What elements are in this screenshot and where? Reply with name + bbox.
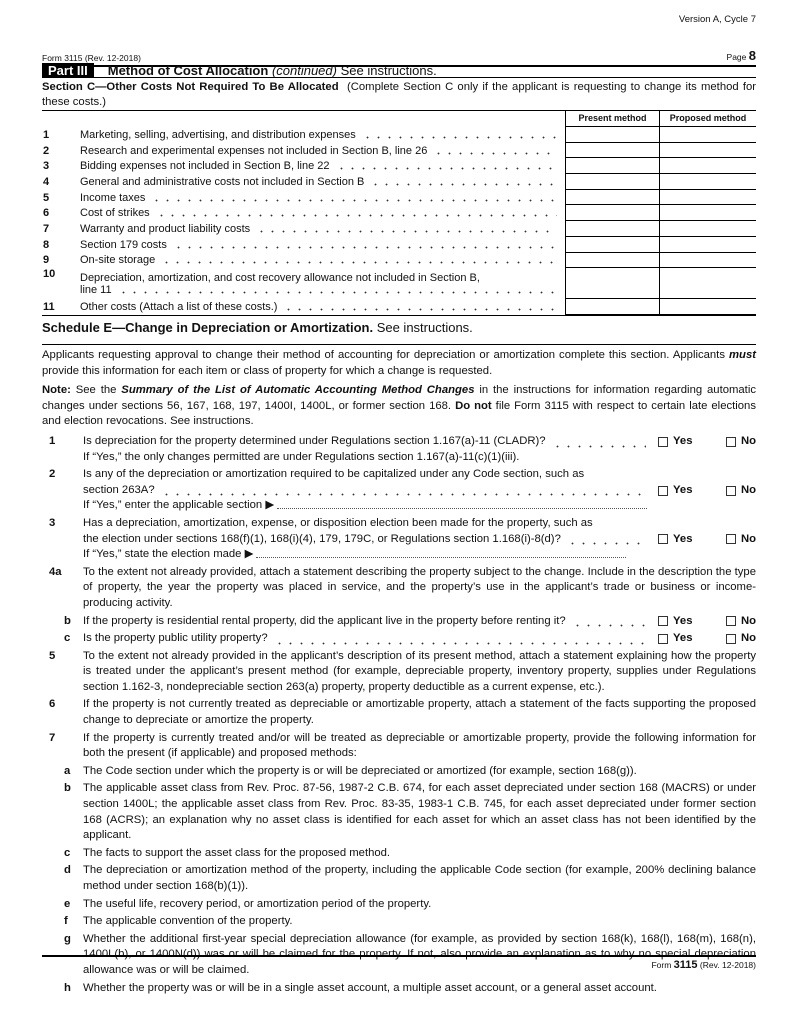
row-text (80, 207, 565, 219)
question-item (42, 781, 756, 843)
text: The applicable convention of the property. (83, 915, 293, 928)
dot-leader (567, 535, 646, 545)
question-item (42, 897, 756, 913)
proposed-method-input[interactable] (659, 237, 756, 253)
part-continued: (continued) (271, 62, 337, 78)
form-id: Form 3115 (Rev. 12-2018) (42, 53, 141, 63)
text: Whether the property was or will be in a single asset account, a multiple asset account, or a general asset account. (83, 981, 657, 994)
proposed-method-input[interactable] (659, 253, 756, 269)
present-method-input[interactable] (565, 174, 659, 190)
present-method-input[interactable] (565, 237, 659, 253)
no-checkbox[interactable] (726, 532, 756, 548)
dot-leader (362, 129, 557, 139)
question-item (42, 565, 756, 612)
item-number: 2 (49, 468, 56, 481)
text: Is depreciation for the property determined under Regulations section 1.167(a)-11 (CLADR)? (83, 434, 546, 447)
text: The applicable asset class from Rev. Proc. 87-56, 1987-2 C.B. 674, for each asset depreciated under section 168 (MACRS) or under section 1400L; the applicable asset class from Rev. Proc. 83-35, 1983-1 C.B. 745, for each asset depreciated under former section 168 (ACRS); an explanation why no asset class is identified for each asset for which an asset class has not been identified by the applicant. (83, 782, 756, 842)
item-number: 1 (49, 434, 56, 447)
item-number: 5 (49, 649, 56, 662)
answer-field[interactable] (277, 498, 647, 509)
question-item (42, 863, 756, 894)
checkbox-icon (658, 486, 668, 496)
text: provide this information for each item or class of property for which a change is requested. (42, 364, 493, 377)
present-method-input[interactable] (565, 221, 659, 237)
question-line (83, 614, 756, 630)
question-item (42, 614, 756, 630)
yes-checkbox[interactable] (658, 631, 692, 647)
section-c-title: Section C—Other Costs Not Required To Be Allocated (42, 81, 339, 93)
proposed-method-input[interactable] (659, 174, 756, 190)
section-c-table (42, 110, 756, 316)
row-text (80, 129, 565, 141)
question-item (42, 697, 756, 728)
text: Whether the additional first-year special depreciation allowance (for example, as provided by section 168(k), 168(l), 168(m), 168(n), 1400L(b), or 1400N(d)) was or will be claimed for the property. If not, also provide an explanation as to why no special depreciation allowance was or will be claimed. (83, 932, 756, 976)
question-item (42, 631, 756, 647)
present-method-input[interactable] (565, 143, 659, 159)
dot-leader (433, 145, 557, 155)
item-content (83, 863, 756, 894)
version-label: Version A, Cycle 7 (678, 14, 756, 25)
text: must (729, 349, 756, 361)
item-content (83, 516, 756, 563)
text: file Form 3115 with respect to certain late elections and election revocations. See instructions. (42, 399, 756, 428)
item-content (83, 614, 756, 630)
table-row (42, 205, 756, 221)
question-item (42, 434, 756, 465)
question-line (83, 631, 756, 647)
question-text (83, 614, 646, 630)
item-number: b (64, 614, 71, 627)
item-number: c (64, 632, 71, 645)
text: Yes (673, 632, 693, 645)
line-number: 6 (43, 207, 50, 220)
text: Do not (455, 399, 492, 412)
text: Is the property public utility property? (83, 632, 268, 645)
yes-no-group (646, 532, 756, 548)
question-item (42, 649, 756, 696)
text: line 11 (80, 283, 112, 296)
dot-leader (283, 301, 557, 311)
line-number: 8 (43, 238, 50, 251)
yes-no-group (646, 631, 756, 647)
yes-no-group (646, 483, 756, 499)
row-text (80, 239, 565, 251)
note-paragraph (42, 383, 756, 430)
line-number: 9 (43, 254, 50, 267)
proposed-method-input[interactable] (659, 299, 756, 315)
page-num: 8 (748, 48, 756, 63)
dot-leader (161, 254, 557, 264)
text: If “Yes,” state the election made ▶ (83, 548, 254, 561)
question-text (83, 532, 646, 548)
part-see-instructions: See instructions. (340, 62, 437, 78)
text: No (740, 532, 756, 545)
col-present-method: Present method (565, 111, 659, 127)
question-text (83, 434, 646, 450)
dot-leader (572, 617, 646, 627)
item-content (83, 467, 756, 514)
text: The depreciation or amortization method of the property, including the applicable Code section (for example, 200% declining balance method under section 168(b)(1)). (83, 864, 756, 892)
text: On-site storage (80, 254, 156, 267)
text: Note: (42, 384, 71, 397)
checkbox-icon (726, 534, 736, 544)
footer-revision: (Rev. 12-2018) (699, 960, 756, 970)
present-method-input[interactable] (565, 205, 659, 221)
yes-no-group (646, 434, 756, 450)
yes-no-group (646, 614, 756, 630)
row-text (80, 176, 565, 188)
row-text (80, 223, 565, 235)
table-row (42, 221, 756, 237)
table-row (42, 174, 756, 190)
table-row (42, 143, 756, 159)
item-number: f (64, 915, 68, 928)
item-number: e (64, 897, 71, 910)
question-item (42, 731, 756, 762)
text: If the property is not currently treated as depreciable or amortizable property, attach a statement of the facts supporting the proposed change to depreciate or amortize the property. (83, 698, 756, 727)
table-row (42, 299, 756, 315)
row-text (80, 160, 565, 172)
item-content (83, 781, 756, 843)
checkbox-icon (658, 437, 668, 447)
item-content (83, 764, 756, 780)
item-content (83, 731, 756, 762)
item-number: h (64, 981, 71, 994)
proposed-method-input[interactable] (659, 205, 756, 221)
text: Marketing, selling, advertising, and distribution expenses (80, 128, 356, 141)
form-footer (42, 955, 756, 971)
table-row (42, 158, 756, 174)
dot-leader (161, 486, 646, 496)
text: To the extent not already provided, attach a statement describing the property subject to the change. Include in the description the type of property, the year the property was placed in service, and the property’s use in the applicant’s trade or business or income-producing activity. (83, 565, 756, 609)
yes-checkbox[interactable] (658, 483, 692, 499)
text: Applicants requesting approval to change their method of accounting for depreciation or amortization complete this section. Applicants (42, 349, 729, 361)
item-content (83, 565, 756, 612)
text: No (740, 483, 756, 496)
line-number: 2 (43, 144, 50, 157)
page-label: Page (726, 52, 747, 62)
schedule-e-see: See instructions. (376, 320, 473, 335)
text: Summary of the List of Automatic Accounting Method Changes (121, 384, 475, 397)
question-line (83, 434, 756, 450)
intro-paragraph (42, 348, 756, 379)
question-text (83, 631, 646, 647)
checkbox-icon (726, 437, 736, 447)
yes-checkbox[interactable] (658, 614, 692, 630)
text: The facts to support the asset class for the proposed method. (83, 846, 391, 859)
proposed-method-input[interactable] (659, 143, 756, 159)
dot-leader (552, 438, 646, 448)
part-header (42, 63, 756, 78)
dot-leader (118, 284, 557, 294)
schedule-e-body (42, 348, 756, 998)
table-row (42, 253, 756, 269)
checkbox-icon (658, 634, 668, 644)
question-line (83, 483, 756, 499)
item-content (83, 434, 756, 465)
text: the election under sections 168(f)(1), 168(i)(4), 179, 179C, or Regulations section 1.168(i)-8(d)? (83, 532, 561, 545)
present-method-input[interactable] (565, 127, 659, 143)
text: General and administrative costs not included in Section B (80, 175, 365, 188)
text: If the property is currently treated and/or will be treated as depreciable or amortizable property, provide the following information for both the present (if applicable) and proposed methods: (83, 731, 756, 760)
line-number: 11 (43, 301, 55, 314)
question-text (83, 483, 646, 499)
text: See the (70, 384, 122, 397)
section-c-note: (Complete Section C only if the applicant is requesting to change its method for these costs.) (42, 81, 757, 108)
checkbox-icon (726, 616, 736, 626)
text: Research and experimental expenses not included in Section B, line 26 (80, 144, 428, 157)
yes-checkbox[interactable] (658, 434, 692, 450)
text: Depreciation, amortization, and cost recovery allowance not included in Section B, (80, 271, 480, 284)
row-text (80, 301, 565, 313)
no-checkbox[interactable] (726, 614, 756, 630)
row-text (80, 192, 565, 204)
checkbox-icon (726, 634, 736, 644)
row-text (80, 145, 565, 157)
text: Other costs (Attach a list of these costs.) (80, 301, 278, 314)
line-number: 3 (43, 160, 50, 173)
present-method-input[interactable] (565, 299, 659, 315)
question-item (42, 516, 756, 563)
question-item (42, 981, 756, 997)
no-checkbox[interactable] (726, 483, 756, 499)
present-method-input[interactable] (565, 268, 659, 299)
text: No (740, 632, 756, 645)
text: Yes (673, 483, 693, 496)
item-number: 4a (49, 565, 62, 578)
dot-leader (256, 223, 557, 233)
proposed-method-input[interactable] (659, 268, 756, 299)
yes-checkbox[interactable] (658, 532, 692, 548)
no-checkbox[interactable] (726, 631, 756, 647)
footer-form-label: Form (651, 960, 672, 970)
item-number: g (64, 932, 71, 945)
text: The useful life, recovery period, or amortization period of the property. (83, 897, 432, 910)
question-item (42, 764, 756, 780)
proposed-method-input[interactable] (659, 158, 756, 174)
text: section 263A? (83, 483, 155, 496)
present-method-input[interactable] (565, 253, 659, 269)
text: Income taxes (80, 191, 146, 204)
text: If “Yes,” the only changes permitted are under Regulations section 1.167(a)-11(c)(1)(iii). (83, 450, 520, 463)
item-content (83, 914, 756, 930)
text: Bidding expenses not included in Section B, line 22 (80, 160, 330, 173)
text: No (740, 434, 756, 447)
item-number: 7 (49, 731, 56, 744)
checkbox-icon (658, 534, 668, 544)
text: in the instructions for information regarding automatic changes under sections 56, 167, 168, 197, 1400I, 1400L, or former section 168. (42, 384, 756, 412)
answer-field[interactable] (256, 547, 626, 558)
item-content (83, 697, 756, 728)
schedule-e-title: Schedule E—Change in Depreciation or Amortization. (42, 320, 374, 335)
row-text (80, 268, 565, 299)
item-number: 6 (49, 698, 56, 711)
dot-leader (370, 176, 557, 186)
line-number: 7 (43, 222, 50, 235)
line-number: 4 (43, 175, 50, 188)
text: Yes (673, 434, 693, 447)
proposed-method-input[interactable] (659, 221, 756, 237)
table-row (42, 190, 756, 206)
footer-form-number: 3115 (673, 959, 698, 971)
line-number: 10 (43, 268, 56, 281)
followup-line (83, 547, 756, 563)
dot-leader (274, 635, 646, 645)
followup-line (83, 498, 756, 514)
question-item (42, 914, 756, 930)
row-text (80, 254, 565, 266)
text: Warranty and product liability costs (80, 222, 251, 235)
proposed-method-input[interactable] (659, 127, 756, 143)
table-header (42, 111, 756, 127)
text: To the extent not already provided in the applicant’s description of its present method, attach a statement explaining how the property is treated under the applicant’s present method (for example, depreciable property, inventory property, supplies under Regulations section 1.162-3, nondepreciable section 263(a) property, property deductible as a current expense, etc.). (83, 649, 756, 693)
dot-leader (151, 192, 557, 202)
dot-leader (156, 207, 557, 217)
question-item (42, 467, 756, 514)
item-number: d (64, 864, 71, 877)
item-number: c (64, 846, 71, 859)
text: Section 179 costs (80, 238, 167, 251)
line-number: 1 (43, 128, 50, 141)
question-item (42, 846, 756, 862)
item-content (83, 981, 756, 997)
item-number: b (64, 782, 71, 795)
text: The Code section under which the property is or will be depreciated or amortized (for example, section 168(g)). (83, 764, 637, 777)
part-label: Part III (42, 63, 94, 78)
text: Yes (673, 614, 693, 627)
item-content (83, 649, 756, 696)
dot-leader (336, 160, 557, 170)
text: No (740, 614, 756, 627)
checkbox-icon (658, 616, 668, 626)
line-number: 5 (43, 191, 50, 204)
question-line (83, 532, 756, 548)
item-number: a (64, 764, 71, 777)
part-title: Method of Cost Allocation (107, 62, 269, 78)
text: Has a depreciation, amortization, expense, or disposition election been made for the property, such as (83, 516, 593, 529)
page-number (727, 48, 756, 63)
dot-leader (173, 239, 557, 249)
present-method-input[interactable] (565, 158, 659, 174)
section-c-heading (42, 80, 756, 110)
text: If “Yes,” enter the applicable section ▶ (83, 499, 275, 512)
item-number: 3 (49, 516, 56, 529)
item-content (83, 631, 756, 647)
schedule-e-heading (42, 320, 756, 345)
item-content (83, 846, 756, 862)
proposed-method-input[interactable] (659, 190, 756, 206)
table-row (42, 127, 756, 143)
text: If the property is residential rental property, did the applicant live in the property before renting it? (83, 614, 566, 627)
col-proposed-method: Proposed method (659, 111, 756, 127)
item-content (83, 897, 756, 913)
table-row (42, 237, 756, 253)
text: Is any of the depreciation or amortization required to be capitalized under any Code section, such as (83, 468, 585, 481)
no-checkbox[interactable] (726, 434, 756, 450)
present-method-input[interactable] (565, 190, 659, 206)
text: Cost of strikes (80, 207, 150, 220)
checkbox-icon (726, 486, 736, 496)
table-row (42, 268, 756, 299)
text: Yes (673, 532, 693, 545)
